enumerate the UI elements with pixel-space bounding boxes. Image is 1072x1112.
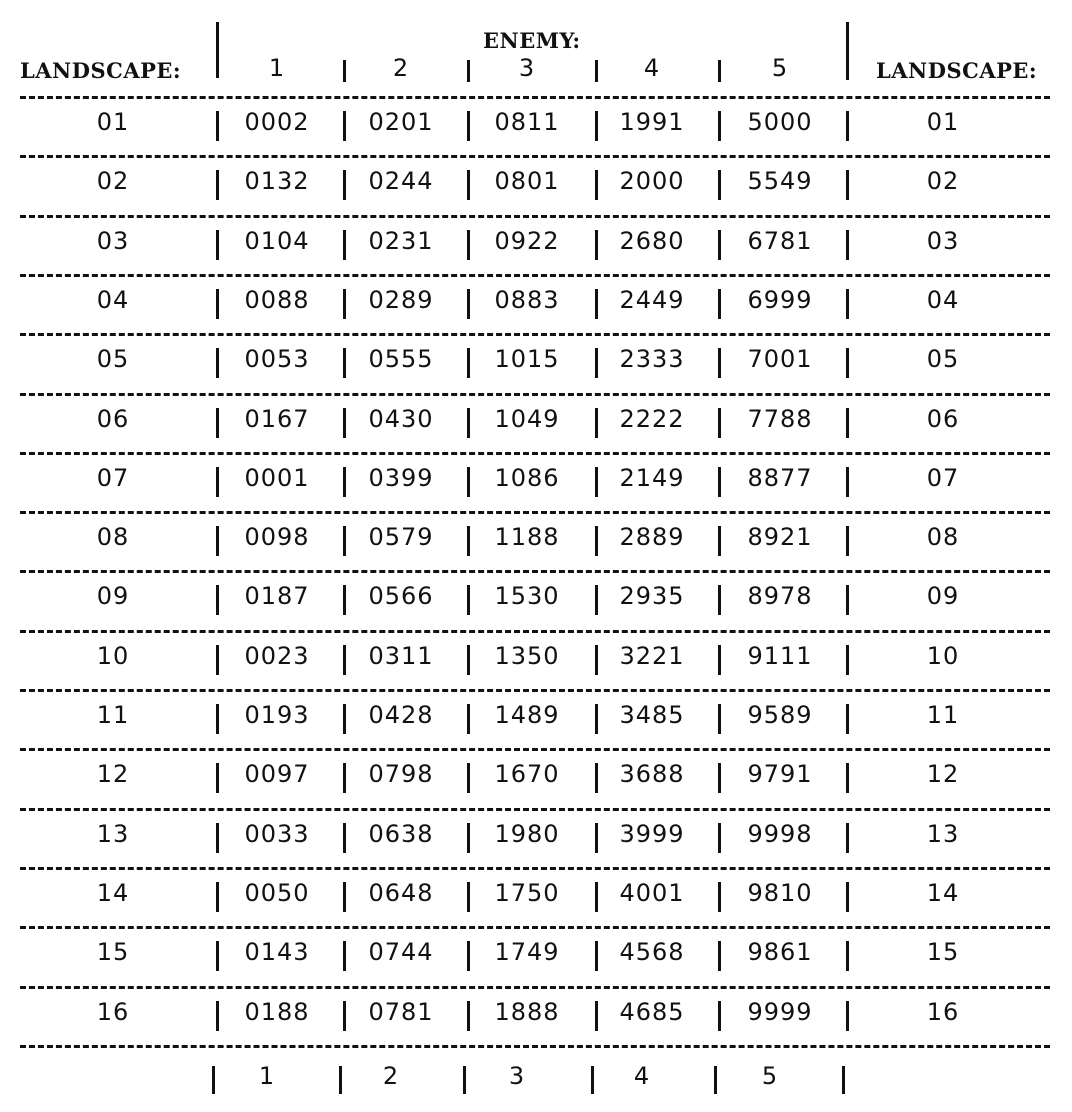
table-cell-enemy-4: 4685 bbox=[619, 997, 685, 1026]
enemy-column-footer-1: 1 bbox=[258, 1062, 276, 1090]
enemy-column-footer-2: 2 bbox=[382, 1062, 400, 1090]
table-cell-enemy-3: 1086 bbox=[494, 463, 560, 492]
table-cell-enemy-5: 8978 bbox=[747, 582, 813, 611]
column-divider bbox=[343, 1001, 346, 1031]
row-landscape-left: 10 bbox=[96, 641, 130, 670]
header-column-divider bbox=[343, 60, 346, 82]
column-divider bbox=[343, 585, 346, 615]
table-cell-enemy-1: 0104 bbox=[244, 226, 310, 255]
column-divider bbox=[343, 230, 346, 260]
table-cell-enemy-1: 0143 bbox=[244, 938, 310, 967]
table-cell-enemy-4: 3221 bbox=[619, 641, 685, 670]
enemy-column-header-5: 5 bbox=[771, 54, 789, 82]
table-cell-enemy-2: 0289 bbox=[368, 285, 434, 314]
column-divider bbox=[595, 763, 598, 793]
enemy-column-footer-3: 3 bbox=[508, 1062, 526, 1090]
footer-column-divider bbox=[591, 1066, 594, 1094]
column-divider bbox=[216, 763, 219, 793]
table-cell-enemy-4: 2149 bbox=[619, 463, 685, 492]
table-cell-enemy-5: 5000 bbox=[747, 108, 813, 136]
column-divider bbox=[467, 111, 470, 141]
column-divider bbox=[343, 704, 346, 734]
column-divider bbox=[846, 882, 849, 912]
column-divider bbox=[467, 585, 470, 615]
column-divider bbox=[216, 1001, 219, 1031]
table-cell-enemy-2: 0555 bbox=[368, 345, 434, 374]
table-cell-enemy-2: 0244 bbox=[368, 167, 434, 196]
table-cell-enemy-5: 9111 bbox=[747, 641, 813, 670]
table-cell-enemy-2: 0648 bbox=[368, 878, 434, 907]
column-divider bbox=[595, 170, 598, 200]
column-divider bbox=[467, 348, 470, 378]
column-divider bbox=[343, 408, 346, 438]
column-divider bbox=[718, 941, 721, 971]
table-cell-enemy-4: 2333 bbox=[619, 345, 685, 374]
column-divider bbox=[467, 408, 470, 438]
table-cell-enemy-2: 0638 bbox=[368, 819, 434, 848]
column-divider bbox=[718, 408, 721, 438]
header-column-divider bbox=[718, 60, 721, 82]
table-cell-enemy-3: 1888 bbox=[494, 997, 560, 1026]
table-cell-enemy-3: 1530 bbox=[494, 582, 560, 611]
table-cell-enemy-3: 1980 bbox=[494, 819, 560, 848]
column-divider bbox=[718, 763, 721, 793]
column-divider bbox=[595, 467, 598, 497]
column-divider bbox=[595, 823, 598, 853]
column-divider bbox=[216, 941, 219, 971]
table-cell-enemy-1: 0088 bbox=[244, 285, 310, 314]
table-cell-enemy-3: 1670 bbox=[494, 760, 560, 789]
table-cell-enemy-2: 0579 bbox=[368, 523, 434, 552]
table-cell-enemy-4: 2000 bbox=[619, 167, 685, 196]
column-divider bbox=[846, 1001, 849, 1031]
column-divider bbox=[216, 823, 219, 853]
table-cell-enemy-3: 1015 bbox=[494, 345, 560, 374]
table-cell-enemy-2: 0399 bbox=[368, 463, 434, 492]
table-cell-enemy-5: 9999 bbox=[747, 997, 813, 1026]
row-landscape-right: 03 bbox=[926, 226, 960, 255]
column-divider bbox=[718, 230, 721, 260]
table-cell-enemy-1: 0132 bbox=[244, 167, 310, 196]
row-separator bbox=[20, 630, 1050, 633]
row-landscape-right: 15 bbox=[926, 938, 960, 967]
footer-column-divider bbox=[212, 1066, 215, 1094]
column-divider bbox=[846, 230, 849, 260]
row-separator bbox=[20, 570, 1050, 573]
table-cell-enemy-1: 0187 bbox=[244, 582, 310, 611]
table-cell-enemy-3: 1489 bbox=[494, 701, 560, 729]
row-landscape-left: 11 bbox=[96, 701, 130, 729]
table-cell-enemy-2: 0781 bbox=[368, 997, 434, 1026]
table-cell-enemy-1: 0050 bbox=[244, 878, 310, 907]
table-cell-enemy-2: 0430 bbox=[368, 404, 434, 433]
column-divider bbox=[718, 704, 721, 734]
column-divider bbox=[216, 408, 219, 438]
column-divider bbox=[343, 467, 346, 497]
column-divider bbox=[595, 230, 598, 260]
table-cell-enemy-1: 0167 bbox=[244, 404, 310, 433]
column-divider bbox=[846, 348, 849, 378]
table-cell-enemy-4: 2449 bbox=[619, 285, 685, 314]
column-divider bbox=[846, 467, 849, 497]
column-divider bbox=[467, 882, 470, 912]
column-divider bbox=[343, 111, 346, 141]
column-divider bbox=[595, 408, 598, 438]
table-cell-enemy-2: 0566 bbox=[368, 582, 434, 611]
column-divider bbox=[343, 823, 346, 853]
column-divider bbox=[216, 111, 219, 141]
column-divider bbox=[467, 170, 470, 200]
column-divider bbox=[467, 763, 470, 793]
column-divider bbox=[343, 526, 346, 556]
table-cell-enemy-3: 0922 bbox=[494, 226, 560, 255]
table-cell-enemy-2: 0798 bbox=[368, 760, 434, 789]
table-cell-enemy-3: 1750 bbox=[494, 878, 560, 907]
column-divider bbox=[718, 467, 721, 497]
table-cell-enemy-3: 0811 bbox=[494, 108, 560, 136]
column-divider bbox=[467, 289, 470, 319]
table-cell-enemy-5: 9861 bbox=[747, 938, 813, 967]
row-landscape-left: 15 bbox=[96, 938, 130, 967]
row-landscape-left: 02 bbox=[96, 167, 130, 196]
row-landscape-right: 13 bbox=[926, 819, 960, 848]
column-divider bbox=[343, 170, 346, 200]
header-column-divider bbox=[846, 22, 849, 80]
table-cell-enemy-3: 0801 bbox=[494, 167, 560, 196]
column-divider bbox=[343, 941, 346, 971]
column-divider bbox=[595, 1001, 598, 1031]
table-cell-enemy-1: 0033 bbox=[244, 819, 310, 848]
column-divider bbox=[718, 170, 721, 200]
table-cell-enemy-4: 3485 bbox=[619, 701, 685, 729]
header-column-divider bbox=[216, 22, 219, 78]
row-landscape-left: 03 bbox=[96, 226, 130, 255]
row-landscape-left: 12 bbox=[96, 760, 130, 789]
row-separator bbox=[20, 511, 1050, 514]
column-divider bbox=[216, 704, 219, 734]
row-separator bbox=[20, 215, 1050, 218]
enemy-column-header-4: 4 bbox=[643, 54, 661, 82]
column-divider bbox=[343, 289, 346, 319]
column-divider bbox=[718, 882, 721, 912]
landscape-label-left: LANDSCAPE: bbox=[20, 58, 182, 83]
column-divider bbox=[846, 941, 849, 971]
column-divider bbox=[846, 763, 849, 793]
column-divider bbox=[216, 348, 219, 378]
table-cell-enemy-5: 5549 bbox=[747, 167, 813, 196]
row-landscape-right: 09 bbox=[926, 582, 960, 611]
landscape-label-right: LANDSCAPE: bbox=[876, 58, 1038, 83]
row-separator bbox=[20, 155, 1050, 158]
header-column-divider bbox=[467, 60, 470, 82]
column-divider bbox=[846, 704, 849, 734]
row-landscape-left: 16 bbox=[96, 997, 130, 1026]
table-cell-enemy-1: 0023 bbox=[244, 641, 310, 670]
table-cell-enemy-1: 0053 bbox=[244, 345, 310, 374]
table-cell-enemy-4: 2222 bbox=[619, 404, 685, 433]
column-divider bbox=[216, 289, 219, 319]
footer-column-divider bbox=[842, 1066, 845, 1094]
enemy-column-footer-4: 4 bbox=[633, 1062, 651, 1090]
column-divider bbox=[846, 408, 849, 438]
row-separator bbox=[20, 748, 1050, 751]
enemy-column-header-3: 3 bbox=[518, 54, 536, 82]
table-cell-enemy-1: 0001 bbox=[244, 463, 310, 492]
table-cell-enemy-5: 6999 bbox=[747, 285, 813, 314]
column-divider bbox=[343, 348, 346, 378]
table-cell-enemy-5: 9998 bbox=[747, 819, 813, 848]
row-landscape-right: 02 bbox=[926, 167, 960, 196]
table-cell-enemy-1: 0002 bbox=[244, 108, 310, 136]
table-cell-enemy-5: 8877 bbox=[747, 463, 813, 492]
column-divider bbox=[846, 645, 849, 675]
table-cell-enemy-2: 0231 bbox=[368, 226, 434, 255]
table-cell-enemy-2: 0428 bbox=[368, 701, 434, 729]
column-divider bbox=[216, 882, 219, 912]
table-cell-enemy-1: 0188 bbox=[244, 997, 310, 1026]
enemy-column-footer-5: 5 bbox=[761, 1062, 779, 1090]
table-cell-enemy-3: 1749 bbox=[494, 938, 560, 967]
row-landscape-right: 16 bbox=[926, 997, 960, 1026]
row-landscape-left: 13 bbox=[96, 819, 130, 848]
column-divider bbox=[216, 645, 219, 675]
footer-column-divider bbox=[714, 1066, 717, 1094]
column-divider bbox=[595, 941, 598, 971]
row-landscape-right: 06 bbox=[926, 404, 960, 433]
table-cell-enemy-5: 7001 bbox=[747, 345, 813, 374]
column-divider bbox=[216, 585, 219, 615]
column-divider bbox=[216, 467, 219, 497]
column-divider bbox=[595, 704, 598, 734]
table-cell-enemy-5: 7788 bbox=[747, 404, 813, 433]
row-landscape-right: 07 bbox=[926, 463, 960, 492]
row-separator bbox=[20, 1045, 1050, 1048]
row-landscape-right: 12 bbox=[926, 760, 960, 789]
table-cell-enemy-1: 0193 bbox=[244, 701, 310, 729]
column-divider bbox=[595, 645, 598, 675]
column-divider bbox=[718, 348, 721, 378]
table-cell-enemy-3: 1350 bbox=[494, 641, 560, 670]
column-divider bbox=[467, 823, 470, 853]
column-divider bbox=[467, 704, 470, 734]
column-divider bbox=[718, 823, 721, 853]
table-cell-enemy-4: 2680 bbox=[619, 226, 685, 255]
row-landscape-left: 14 bbox=[96, 878, 130, 907]
enemy-column-header-2: 2 bbox=[392, 54, 410, 82]
column-divider bbox=[467, 526, 470, 556]
table-cell-enemy-5: 9791 bbox=[747, 760, 813, 789]
row-separator bbox=[20, 986, 1050, 989]
column-divider bbox=[216, 170, 219, 200]
enemy-column-header-1: 1 bbox=[268, 54, 286, 82]
table-cell-enemy-4: 2935 bbox=[619, 582, 685, 611]
table-cell-enemy-3: 0883 bbox=[494, 285, 560, 314]
column-divider bbox=[216, 230, 219, 260]
header-column-divider bbox=[595, 60, 598, 82]
column-divider bbox=[216, 526, 219, 556]
row-landscape-left: 06 bbox=[96, 404, 130, 433]
row-separator bbox=[20, 96, 1050, 99]
column-divider bbox=[846, 170, 849, 200]
column-divider bbox=[718, 526, 721, 556]
row-landscape-right: 04 bbox=[926, 285, 960, 314]
row-separator bbox=[20, 393, 1050, 396]
table-cell-enemy-2: 0744 bbox=[368, 938, 434, 967]
row-separator bbox=[20, 867, 1050, 870]
table-cell-enemy-4: 4001 bbox=[619, 878, 685, 907]
table-cell-enemy-3: 1049 bbox=[494, 404, 560, 433]
row-landscape-right: 10 bbox=[926, 641, 960, 670]
row-landscape-left: 09 bbox=[96, 582, 130, 611]
row-landscape-right: 14 bbox=[926, 878, 960, 907]
table-cell-enemy-5: 8921 bbox=[747, 523, 813, 552]
row-landscape-left: 08 bbox=[96, 523, 130, 552]
column-divider bbox=[846, 526, 849, 556]
row-landscape-right: 05 bbox=[926, 345, 960, 374]
table-cell-enemy-1: 0097 bbox=[244, 760, 310, 789]
row-landscape-right: 08 bbox=[926, 523, 960, 552]
column-divider bbox=[718, 585, 721, 615]
column-divider bbox=[718, 111, 721, 141]
column-divider bbox=[718, 1001, 721, 1031]
column-divider bbox=[467, 941, 470, 971]
row-landscape-right: 11 bbox=[926, 701, 960, 729]
table-cell-enemy-5: 6781 bbox=[747, 226, 813, 255]
table-cell-enemy-4: 3999 bbox=[619, 819, 685, 848]
column-divider bbox=[846, 823, 849, 853]
column-divider bbox=[467, 645, 470, 675]
column-divider bbox=[846, 111, 849, 141]
table-cell-enemy-2: 0311 bbox=[368, 641, 434, 670]
footer-column-divider bbox=[463, 1066, 466, 1094]
column-divider bbox=[343, 645, 346, 675]
column-divider bbox=[595, 348, 598, 378]
column-divider bbox=[595, 289, 598, 319]
row-landscape-right: 01 bbox=[926, 108, 960, 136]
row-separator bbox=[20, 274, 1050, 277]
column-divider bbox=[846, 289, 849, 319]
column-divider bbox=[343, 763, 346, 793]
column-divider bbox=[467, 467, 470, 497]
row-landscape-left: 01 bbox=[96, 108, 130, 136]
footer-column-divider bbox=[339, 1066, 342, 1094]
table-cell-enemy-4: 1991 bbox=[619, 108, 685, 136]
column-divider bbox=[718, 645, 721, 675]
row-separator bbox=[20, 452, 1050, 455]
column-divider bbox=[595, 585, 598, 615]
table-cell-enemy-4: 2889 bbox=[619, 523, 685, 552]
column-divider bbox=[846, 585, 849, 615]
column-divider bbox=[595, 526, 598, 556]
column-divider bbox=[467, 1001, 470, 1031]
table-cell-enemy-3: 1188 bbox=[494, 523, 560, 552]
column-divider bbox=[343, 882, 346, 912]
row-separator bbox=[20, 689, 1050, 692]
enemy-label: ENEMY: bbox=[483, 28, 581, 53]
table-cell-enemy-5: 9589 bbox=[747, 701, 813, 729]
row-landscape-left: 07 bbox=[96, 463, 130, 492]
column-divider bbox=[595, 882, 598, 912]
table-cell-enemy-2: 0201 bbox=[368, 108, 434, 136]
row-separator bbox=[20, 926, 1050, 929]
row-landscape-left: 05 bbox=[96, 345, 130, 374]
table-cell-enemy-4: 4568 bbox=[619, 938, 685, 967]
row-landscape-left: 04 bbox=[96, 285, 130, 314]
table-cell-enemy-1: 0098 bbox=[244, 523, 310, 552]
column-divider bbox=[718, 289, 721, 319]
row-separator bbox=[20, 333, 1050, 336]
table-cell-enemy-4: 3688 bbox=[619, 760, 685, 789]
table-cell-enemy-5: 9810 bbox=[747, 878, 813, 907]
column-divider bbox=[467, 230, 470, 260]
row-separator bbox=[20, 808, 1050, 811]
column-divider bbox=[595, 111, 598, 141]
